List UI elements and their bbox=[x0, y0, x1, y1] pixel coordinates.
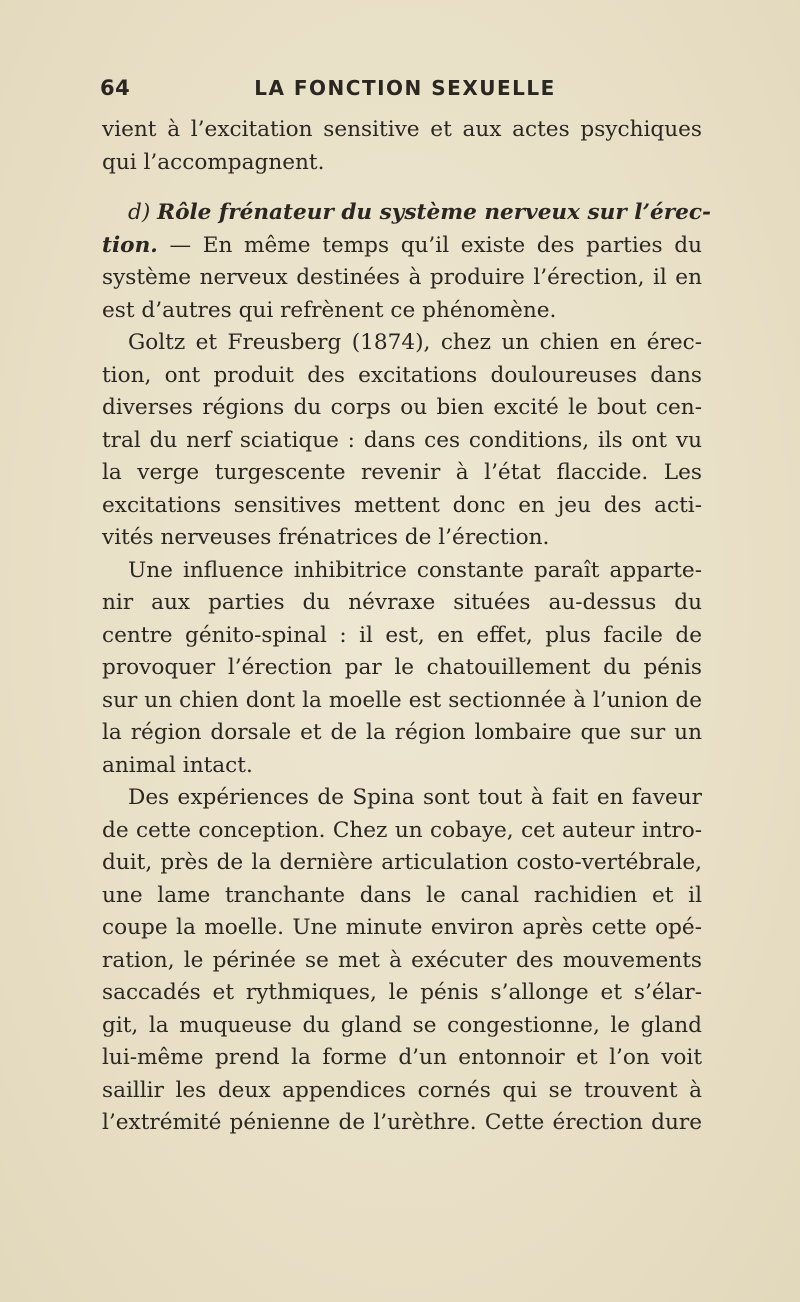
text-line: de cette conception. Chez un cobaye, cet auteur intro- bbox=[102, 817, 702, 843]
text-line: qui l’accompagnent. bbox=[102, 149, 325, 175]
section-heading-line bbox=[102, 197, 711, 230]
text-line: git, la muqueuse du gland se congestionne, le gland bbox=[102, 1012, 702, 1038]
text-line: saillir les deux appendices cornés qui se trouvent à bbox=[102, 1077, 702, 1103]
section-heading-end: tion. bbox=[102, 232, 158, 258]
paragraph-gap bbox=[102, 179, 702, 197]
text-line: vient à l’excitation sensitive et aux actes psychiques bbox=[102, 117, 702, 142]
page-number: 64 bbox=[100, 76, 131, 100]
text-line: centre génito-spinal : il est, en effet, plus facile de bbox=[102, 622, 702, 648]
text-line: Goltz et Freusberg (1874), chez un chien en érec- bbox=[128, 330, 702, 355]
text-line: provoquer l’érection par le chatouillement du pénis bbox=[102, 655, 702, 680]
body-text bbox=[102, 114, 711, 1140]
text-line: tion, ont produit des excitations douloureuses dans bbox=[102, 362, 702, 388]
text-line: animal intact. bbox=[102, 752, 253, 778]
text-line: la région dorsale et de la région lombaire que sur un bbox=[102, 720, 702, 745]
text-line: Des expériences de Spina sont tout à fait en faveur bbox=[128, 785, 702, 810]
text-segment: — En même temps qu’il existe des parties du bbox=[169, 232, 702, 258]
text-line: une lame tranchante dans le canal rachidien et il bbox=[102, 882, 702, 908]
running-title: LA FONCTION SEXUELLE bbox=[254, 76, 556, 100]
section-heading: Rôle frénateur du système nerveux sur l’érec- bbox=[157, 200, 711, 225]
text-line: Une influence inhibitrice constante paraît apparte- bbox=[128, 557, 702, 583]
text-line: lui-même prend la forme d’un entonnoir et l’on voit bbox=[102, 1045, 702, 1070]
text-line: tral du nerf sciatique : dans ces conditions, ils ont vu bbox=[102, 427, 702, 453]
text-line: nir aux parties du névraxe situées au-dessus du bbox=[102, 590, 702, 615]
text-line: système nerveux destinées à produire l’érection, il en bbox=[102, 265, 702, 290]
text-line: coupe la moelle. Une minute environ après cette opé- bbox=[102, 915, 702, 940]
text-line: vités nerveuses frénatrices de l’érection. bbox=[102, 525, 550, 550]
page-header bbox=[100, 76, 710, 106]
text-line: saccadés et rythmiques, le pénis s’allonge et s’élar- bbox=[102, 980, 702, 1005]
text-line: est d’autres qui refrènent ce phénomène. bbox=[102, 297, 557, 323]
text-line: duit, près de la dernière articulation costo-vertébrale, bbox=[102, 850, 702, 875]
text-line bbox=[102, 230, 702, 263]
text-line: l’extrémité pénienne de l’urèthre. Cette érection dure bbox=[102, 1110, 702, 1135]
text-line: la verge turgescente revenir à l’état flaccide. Les bbox=[102, 460, 702, 485]
text-line: sur un chien dont la moelle est sectionnée à l’union de bbox=[102, 687, 702, 713]
text-line: excitations sensitives mettent donc en jeu des acti- bbox=[102, 492, 702, 518]
text-line: ration, le périnée se met à exécuter des mouvements bbox=[102, 947, 702, 973]
section-label: d) bbox=[128, 200, 151, 225]
text-line: diverses régions du corps ou bien excité le bout cen- bbox=[102, 395, 702, 420]
